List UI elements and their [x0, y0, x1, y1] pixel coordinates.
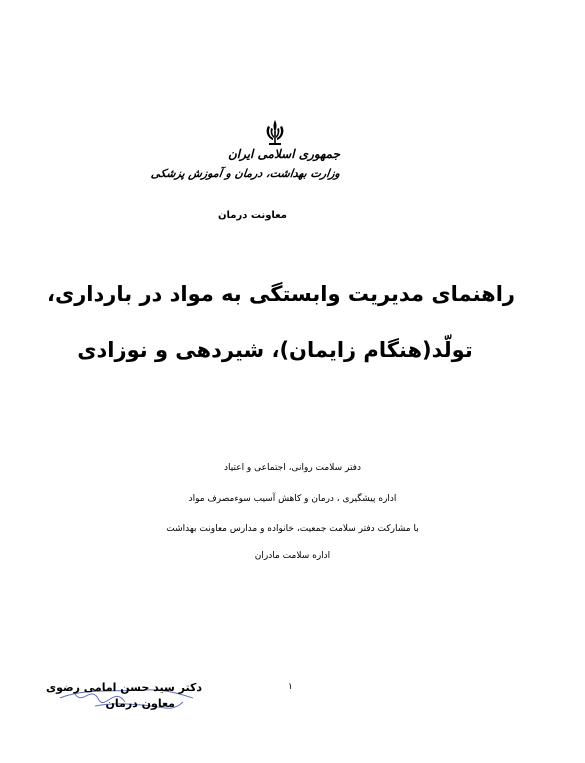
iran-emblem-icon	[262, 118, 288, 148]
ministry-name-calligraphy: وزارت بهداشت، درمان و آموزش پزشکی	[150, 167, 341, 180]
signatory-title: معاون درمان	[105, 697, 175, 710]
document-title-line-1: راهنمای مدیریت وابستگی به مواد در بارداری،	[46, 282, 515, 306]
office-line-3: با مشارکت دفتر سلامت جمعیت، خانواده و مدارس معاونت بهداشت	[166, 524, 419, 534]
office-line-1: دفتر سلامت روانی، اجتماعی و اعتیاد	[224, 463, 361, 473]
signatory-name: دکتر سید حسن امامی رضوی	[46, 681, 202, 694]
department-name: معاونت درمان	[218, 210, 287, 221]
country-name-calligraphy: جمهوری اسلامی ایران	[227, 147, 340, 161]
page-number: ۱	[288, 682, 293, 692]
office-line-4: اداره سلامت مادران	[254, 551, 331, 561]
document-title-line-2: تولّد(هنگام زایمان)، شیردهی و نوزادی	[77, 338, 473, 362]
office-line-2: اداره پیشگیری ، درمان و کاهش آسیب سوءمصرف مواد	[188, 494, 397, 504]
